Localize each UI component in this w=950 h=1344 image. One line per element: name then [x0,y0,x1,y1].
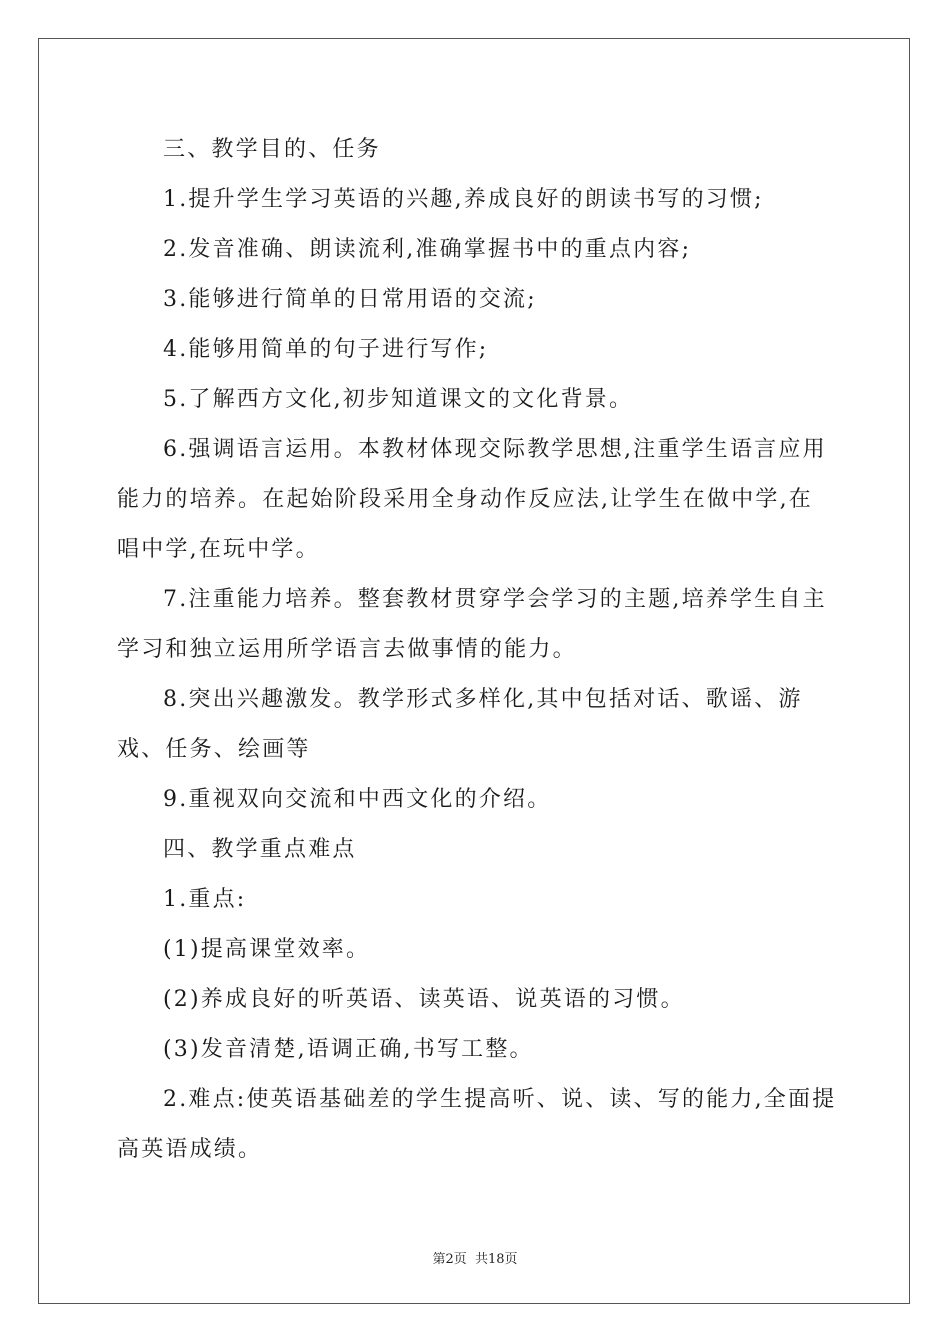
difficult-points: 2.难点:使英语基础差的学生提高听、说、读、写的能力,全面提高英语成绩。 [117,1087,837,1162]
objective-item-3: 3.能够进行简单的日常用语的交流; [163,287,537,312]
section-heading-key-points: 四、教学重点难点 [163,837,357,862]
key-point-item-2: (2)养成良好的听英语、读英语、说英语的习惯。 [163,987,685,1012]
objective-item-5: 5.了解西方文化,初步知道课文的文化背景。 [163,387,634,412]
key-points-label: 1.重点: [163,887,247,912]
objective-item-8: 8.突出兴趣激发。教学形式多样化,其中包括对话、歌谣、游戏、任务、绘画等 [117,687,803,762]
page-total: 共18页 [474,1252,518,1267]
page-number: 第2页 [432,1252,467,1267]
objective-item-7: 7.注重能力培养。整套教材贯穿学会学习的主题,培养学生自主学习和独立运用所学语言去做事情的能力。 [117,587,827,662]
objective-item-9: 9.重视双向交流和中西文化的介绍。 [163,787,552,812]
objective-item-4: 4.能够用简单的句子进行写作; [163,337,489,362]
objective-item-6: 6.强调语言运用。本教材体现交际教学思想,注重学生语言应用能力的培养。在起始阶段采用全身动作反应法,让学生在做中学,在唱中学,在玩中学。 [117,437,827,562]
page-footer [0,1248,950,1267]
document-body [117,125,837,1175]
objective-item-1: 1.提升学生学习英语的兴趣,养成良好的朗读书写的习惯; [163,187,764,212]
key-point-item-1: (1)提高课堂效率。 [163,937,371,962]
key-point-item-3: (3)发音清楚,语调正确,书写工整。 [163,1037,534,1062]
section-heading-objectives: 三、教学目的、任务 [163,137,381,162]
objective-item-2: 2.发音准确、朗读流利,准确掌握书中的重点内容; [163,237,692,262]
